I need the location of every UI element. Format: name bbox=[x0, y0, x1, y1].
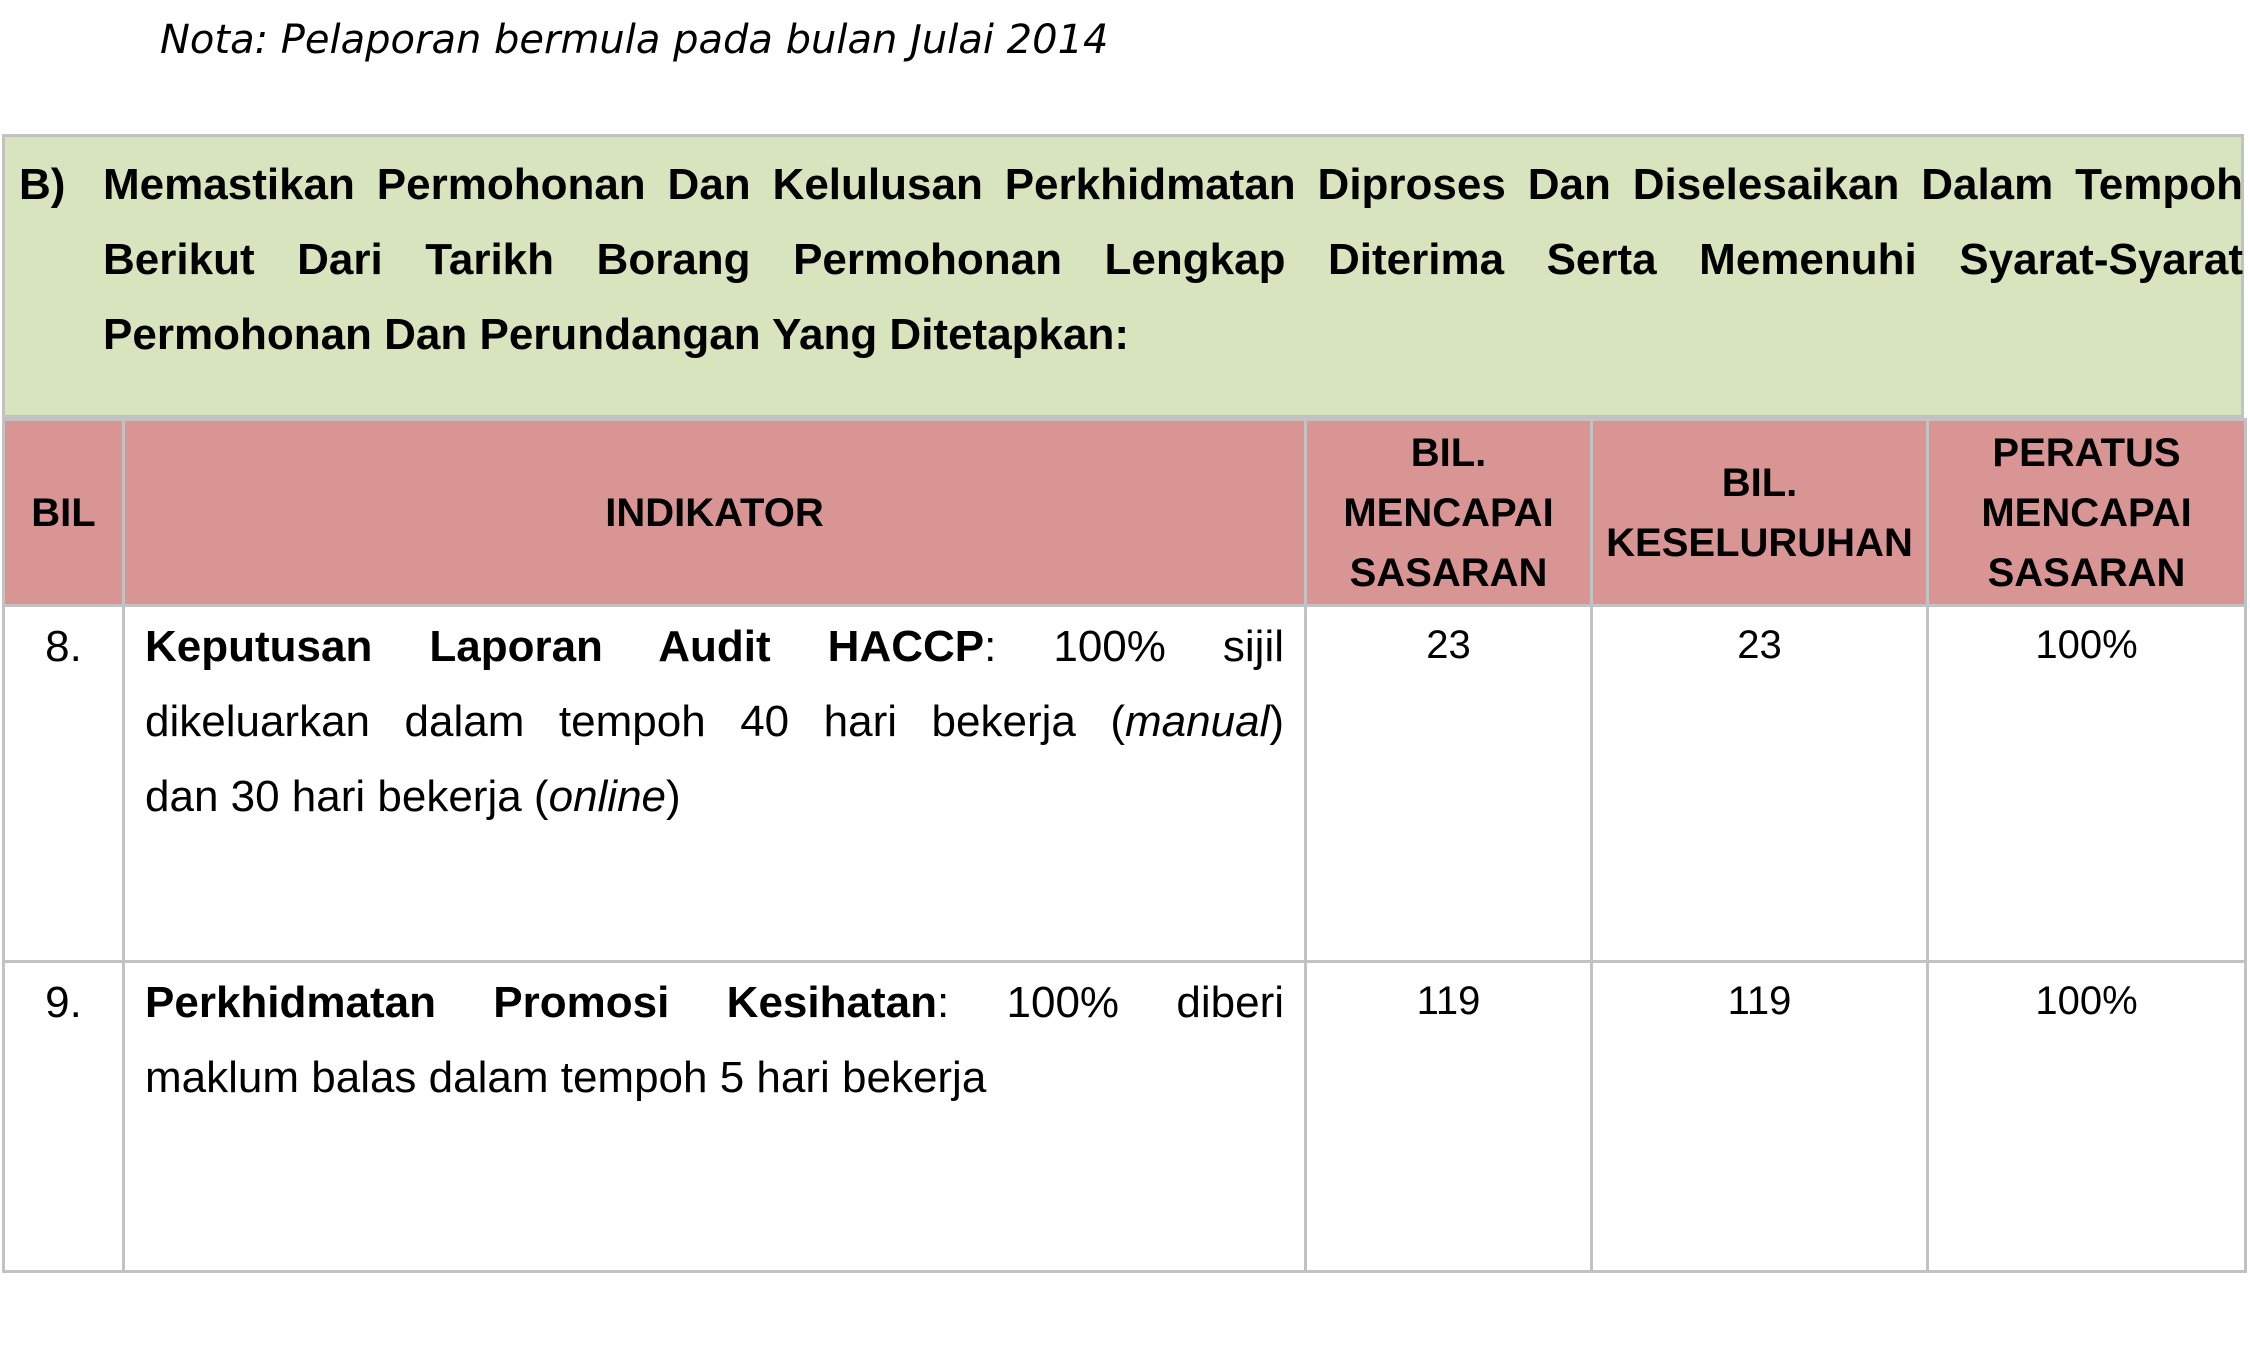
row-peratus-mencapai-sasaran: 100% bbox=[1928, 962, 2246, 1272]
table-header-row bbox=[4, 420, 2246, 606]
section-letter: B) bbox=[19, 160, 66, 209]
row-bil-mencapai-sasaran: 23 bbox=[1306, 606, 1592, 962]
header-indikator: INDIKATOR bbox=[124, 420, 1306, 606]
section-header bbox=[2, 134, 2244, 418]
indikator-line bbox=[145, 759, 1284, 834]
indikator-text: dikeluarkan dalam tempoh 40 hari bekerja ( bbox=[145, 697, 1126, 746]
header-line: SASARAN bbox=[1349, 550, 1548, 595]
header-bil-mencapai-sasaran bbox=[1306, 420, 1592, 606]
indikator-italic: manual bbox=[1125, 697, 1270, 746]
header-bil-keseluruhan bbox=[1592, 420, 1928, 606]
header-line: BIL. bbox=[1721, 460, 1798, 505]
table-row bbox=[4, 606, 2246, 962]
indikator-title: Perkhidmatan Promosi Kesihatan bbox=[145, 978, 937, 1027]
row-indikator bbox=[124, 962, 1306, 1272]
indicator-table bbox=[2, 418, 2247, 1273]
row-peratus-mencapai-sasaran: 100% bbox=[1928, 606, 2246, 962]
section-title: Memastikan Permohonan Dan Kelulusan Perkhidmatan Diproses Dan Diselesaikan Dalam Tempoh Berikut Dari Tarikh Borang Permohonan Lengkap Diterima Serta Memenuhi Syarat-Syarat Permohonan Dan Perundangan Yang Ditetapkan: bbox=[103, 160, 2243, 359]
row-bil: 9. bbox=[4, 962, 124, 1272]
row-bil: 8. bbox=[4, 606, 124, 962]
indikator-text: : 100% diberi bbox=[936, 978, 1284, 1027]
indikator-text: dan 30 hari bekerja ( bbox=[145, 772, 549, 821]
row-bil-keseluruhan: 119 bbox=[1592, 962, 1928, 1272]
header-line: PERATUS bbox=[1992, 430, 2181, 475]
header-line: KESELURUHAN bbox=[1606, 520, 1913, 565]
table-row bbox=[4, 962, 2246, 1272]
header-line: MENCAPAI bbox=[1981, 490, 2192, 535]
indikator-line bbox=[145, 684, 1284, 759]
header-line: SASARAN bbox=[1987, 550, 2186, 595]
indikator-text: ) bbox=[1269, 697, 1284, 746]
indikator-line bbox=[145, 609, 1284, 684]
header-bil: BIL bbox=[4, 420, 124, 606]
header-line: BIL. bbox=[1410, 430, 1487, 475]
row-indikator bbox=[124, 606, 1306, 962]
indikator-title: Keputusan Laporan Audit HACCP bbox=[145, 622, 985, 671]
header-peratus-mencapai-sasaran bbox=[1928, 420, 2246, 606]
report-note: Nota: Pelaporan bermula pada bulan Julai 2014 bbox=[160, 17, 1109, 63]
indikator-italic: online bbox=[548, 772, 667, 821]
header-line: MENCAPAI bbox=[1343, 490, 1554, 535]
indikator-line bbox=[145, 965, 1284, 1040]
row-bil-keseluruhan: 23 bbox=[1592, 606, 1928, 962]
indikator-text: ) bbox=[666, 772, 681, 821]
indikator-text: : 100% sijil bbox=[984, 622, 1284, 671]
row-bil-mencapai-sasaran: 119 bbox=[1306, 962, 1592, 1272]
indikator-line bbox=[145, 1040, 1284, 1115]
indikator-text: maklum balas dalam tempoh 5 hari bekerja bbox=[145, 1053, 987, 1102]
